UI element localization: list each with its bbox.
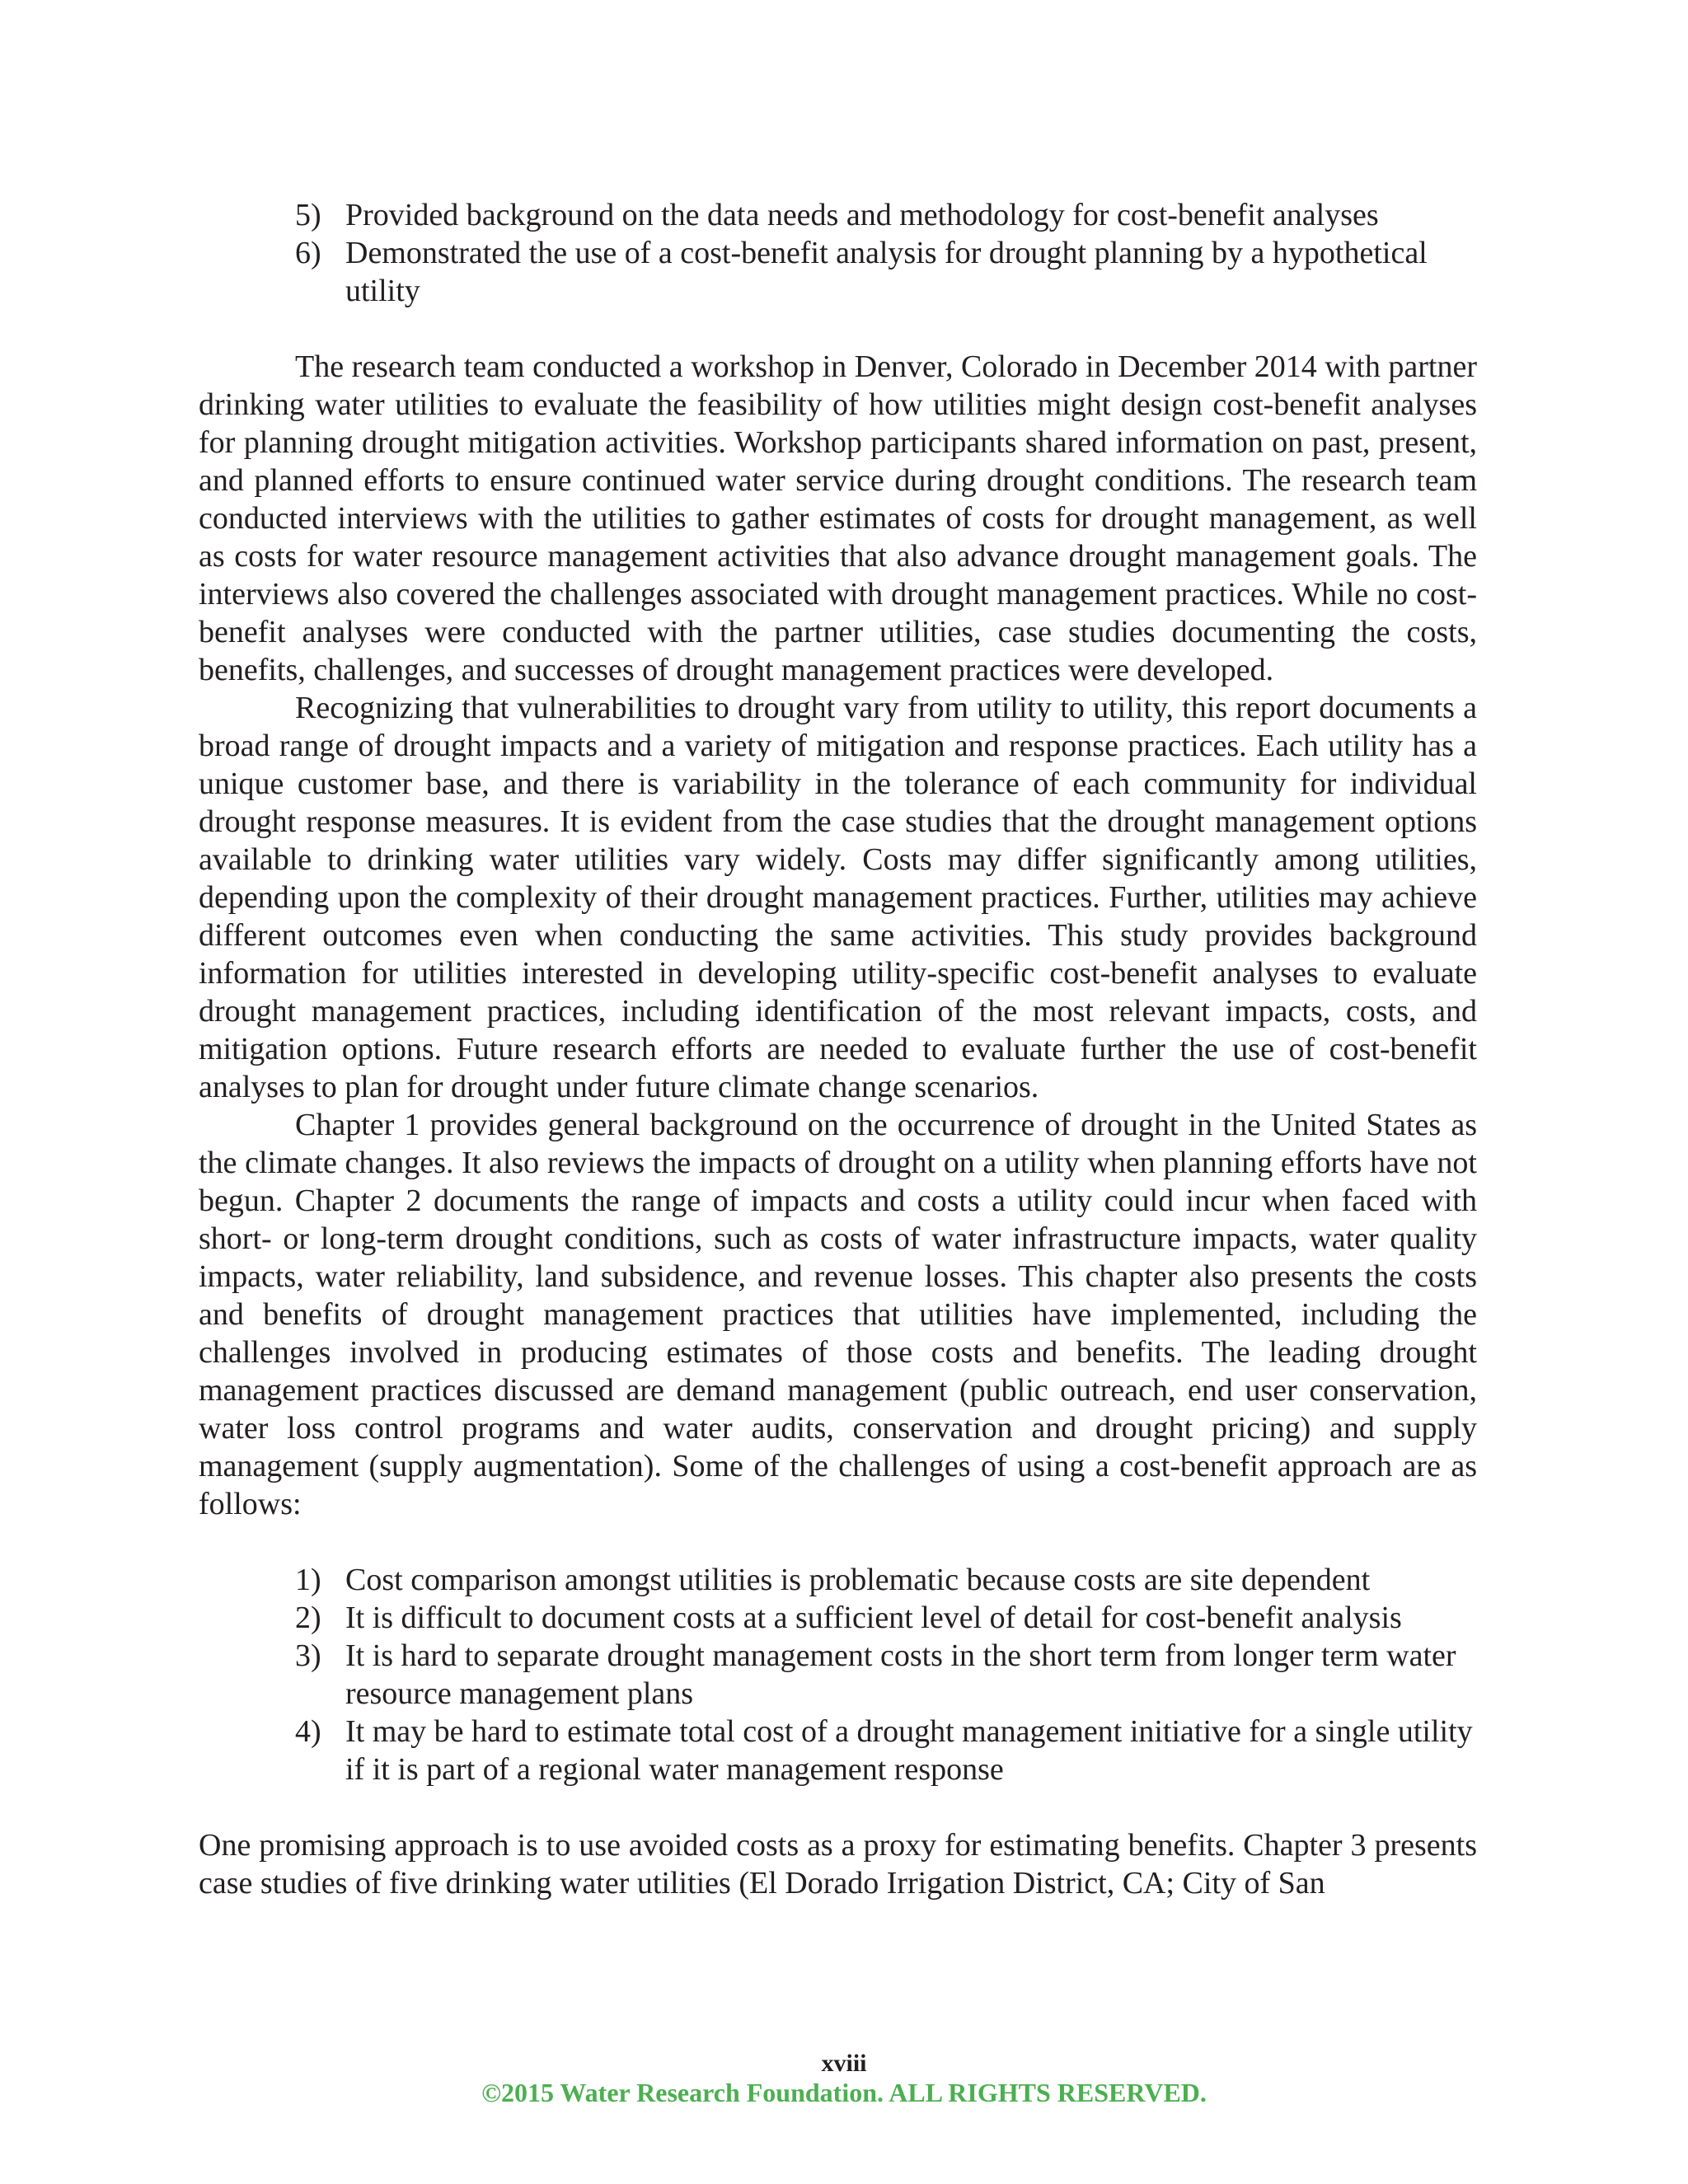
list-number: 3) <box>295 1638 321 1673</box>
list-item <box>295 1561 1477 1599</box>
spacer <box>199 1523 1477 1561</box>
list-number: 4) <box>295 1714 321 1749</box>
list-text: Provided background on the data needs and methodology for cost-benefit analyses <box>345 198 1379 232</box>
paragraph-chapters: Chapter 1 provides general background on the occurrence of drought in the United States as the climate changes. It also reviews the impacts of drought on a utility when planning efforts have not begun. Chapter 2 documents the range of impacts and costs a utility could incur when faced with short- or long-term drought conditions, such as costs of water infrastructure impacts, water quality impacts, water reliability, land subsidence, and revenue losses. This chapter also presents the costs and benefits of drought management practices that utilities have implemented, including the challenges involved in producing estimates of those costs and benefits. The leading drought management practices discussed are demand management (public outreach, end user conservation, water loss control programs and water audits, conservation and drought pricing) and supply management (supply augmentation). Some of the challenges of using a cost-benefit approach are as follows: <box>199 1108 1477 1521</box>
paragraph-vulnerabilities: Recognizing that vulnerabilities to drought vary from utility to utility, this report documents a broad range of drought impacts and a variety of mitigation and response practices. Each utility has a unique customer base, and there is variability in the tolerance of each community for individual drought response measures. It is evident from the case studies that the drought management options available to drinking water utilities vary widely. Costs may differ significantly among utilities, depending upon the complexity of their drought management practices. Further, utilities may achieve different outcomes even when conducting the same activities. This study provides background information for utilities interested in developing utility-specific cost-benefit analyses to evaluate drought management practices, including identification of the most relevant impacts, costs, and mitigation options. Future research efforts are needed to evaluate further the use of cost-benefit analyses to plan for drought under future climate change scenarios. <box>199 691 1477 1104</box>
page-number: xviii <box>821 2050 867 2077</box>
list-item <box>295 1713 1477 1788</box>
paragraph-workshop: The research team conducted a workshop in Denver, Colorado in December 2014 with partner drinking water utilities to evaluate the feasibility of how utilities might design cost-benefit analyses for planning drought mitigation activities. Workshop participants shared information on past, present, and planned efforts to ensure continued water service during drought conditions. The research team conducted interviews with the utilities to gather estimates of costs for drought management, as well as costs for water resource management activities that also advance drought management goals. The interviews also covered the challenges associated with drought management practices. While no cost-benefit analyses were conducted with the partner utilities, case studies documenting the costs, benefits, challenges, and successes of drought management practices were developed. <box>199 349 1477 687</box>
numbered-list-top <box>199 196 1477 310</box>
list-number: 6) <box>295 236 321 270</box>
list-text: It may be hard to estimate total cost of a drought management initiative for a single utility if it is part of a regional water management response <box>345 1714 1473 1787</box>
copyright-notice: ©2015 Water Research Foundation. ALL RIGHTS RESERVED. <box>481 2078 1207 2107</box>
list-text: Cost comparison amongst utilities is problematic because costs are site dependent <box>345 1563 1371 1597</box>
list-text: It is difficult to document costs at a sufficient level of detail for cost-benefit analysis <box>345 1601 1402 1635</box>
list-item <box>295 234 1477 310</box>
body-text <box>199 196 1477 1902</box>
numbered-list-challenges <box>199 1561 1477 1788</box>
list-number: 1) <box>295 1563 321 1597</box>
list-text: Demonstrated the use of a cost-benefit analysis for drought planning by a hypothetical utility <box>345 236 1428 308</box>
list-number: 5) <box>295 198 321 232</box>
list-number: 2) <box>295 1601 321 1635</box>
list-item <box>295 196 1477 234</box>
list-item <box>295 1599 1477 1637</box>
spacer <box>199 310 1477 348</box>
paragraph-avoided-costs: One promising approach is to use avoided costs as a proxy for estimating benefits. Chapter 3 presents case studies of five drinking water utilities (El Dorado Irrigation District, CA; City of San <box>199 1828 1477 1900</box>
list-item <box>295 1637 1477 1713</box>
list-text: It is hard to separate drought management costs in the short term from longer term water resource management plans <box>345 1638 1456 1711</box>
spacer <box>199 1788 1477 1826</box>
